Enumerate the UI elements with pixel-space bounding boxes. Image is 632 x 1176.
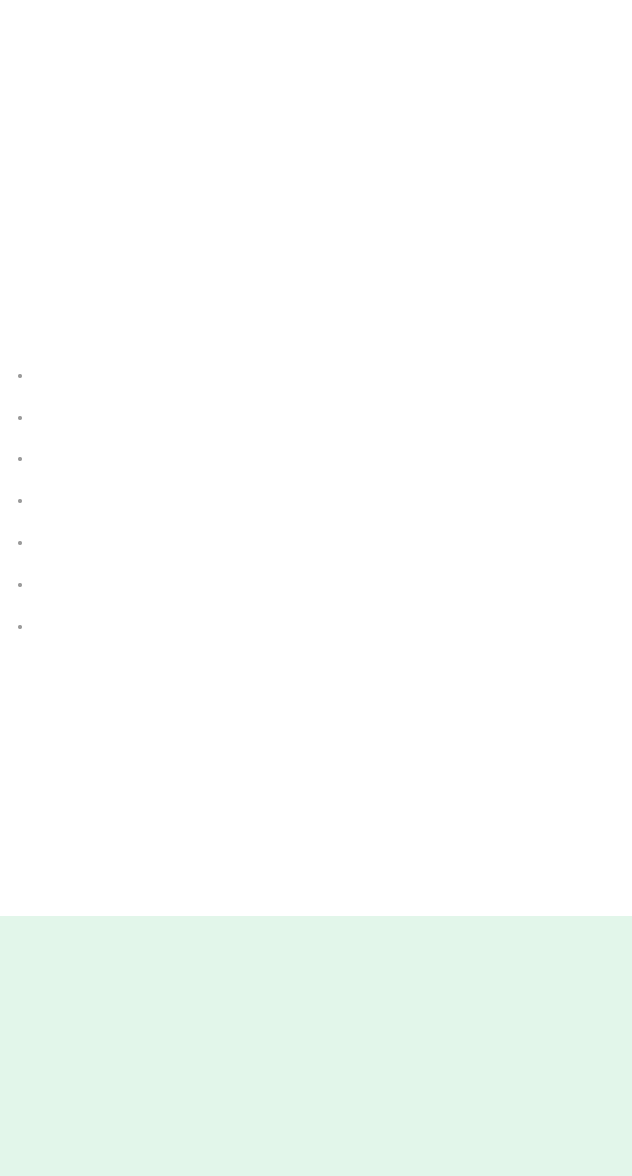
bullet-icon: [18, 625, 22, 629]
bullet-icon: [18, 457, 22, 461]
bullet-icon: [18, 416, 22, 420]
bullet-icon: [18, 583, 22, 587]
answer-box: [0, 916, 632, 1176]
bullet-icon: [18, 374, 22, 378]
bullet-icon: [18, 499, 22, 503]
bullet-icon: [18, 541, 22, 545]
